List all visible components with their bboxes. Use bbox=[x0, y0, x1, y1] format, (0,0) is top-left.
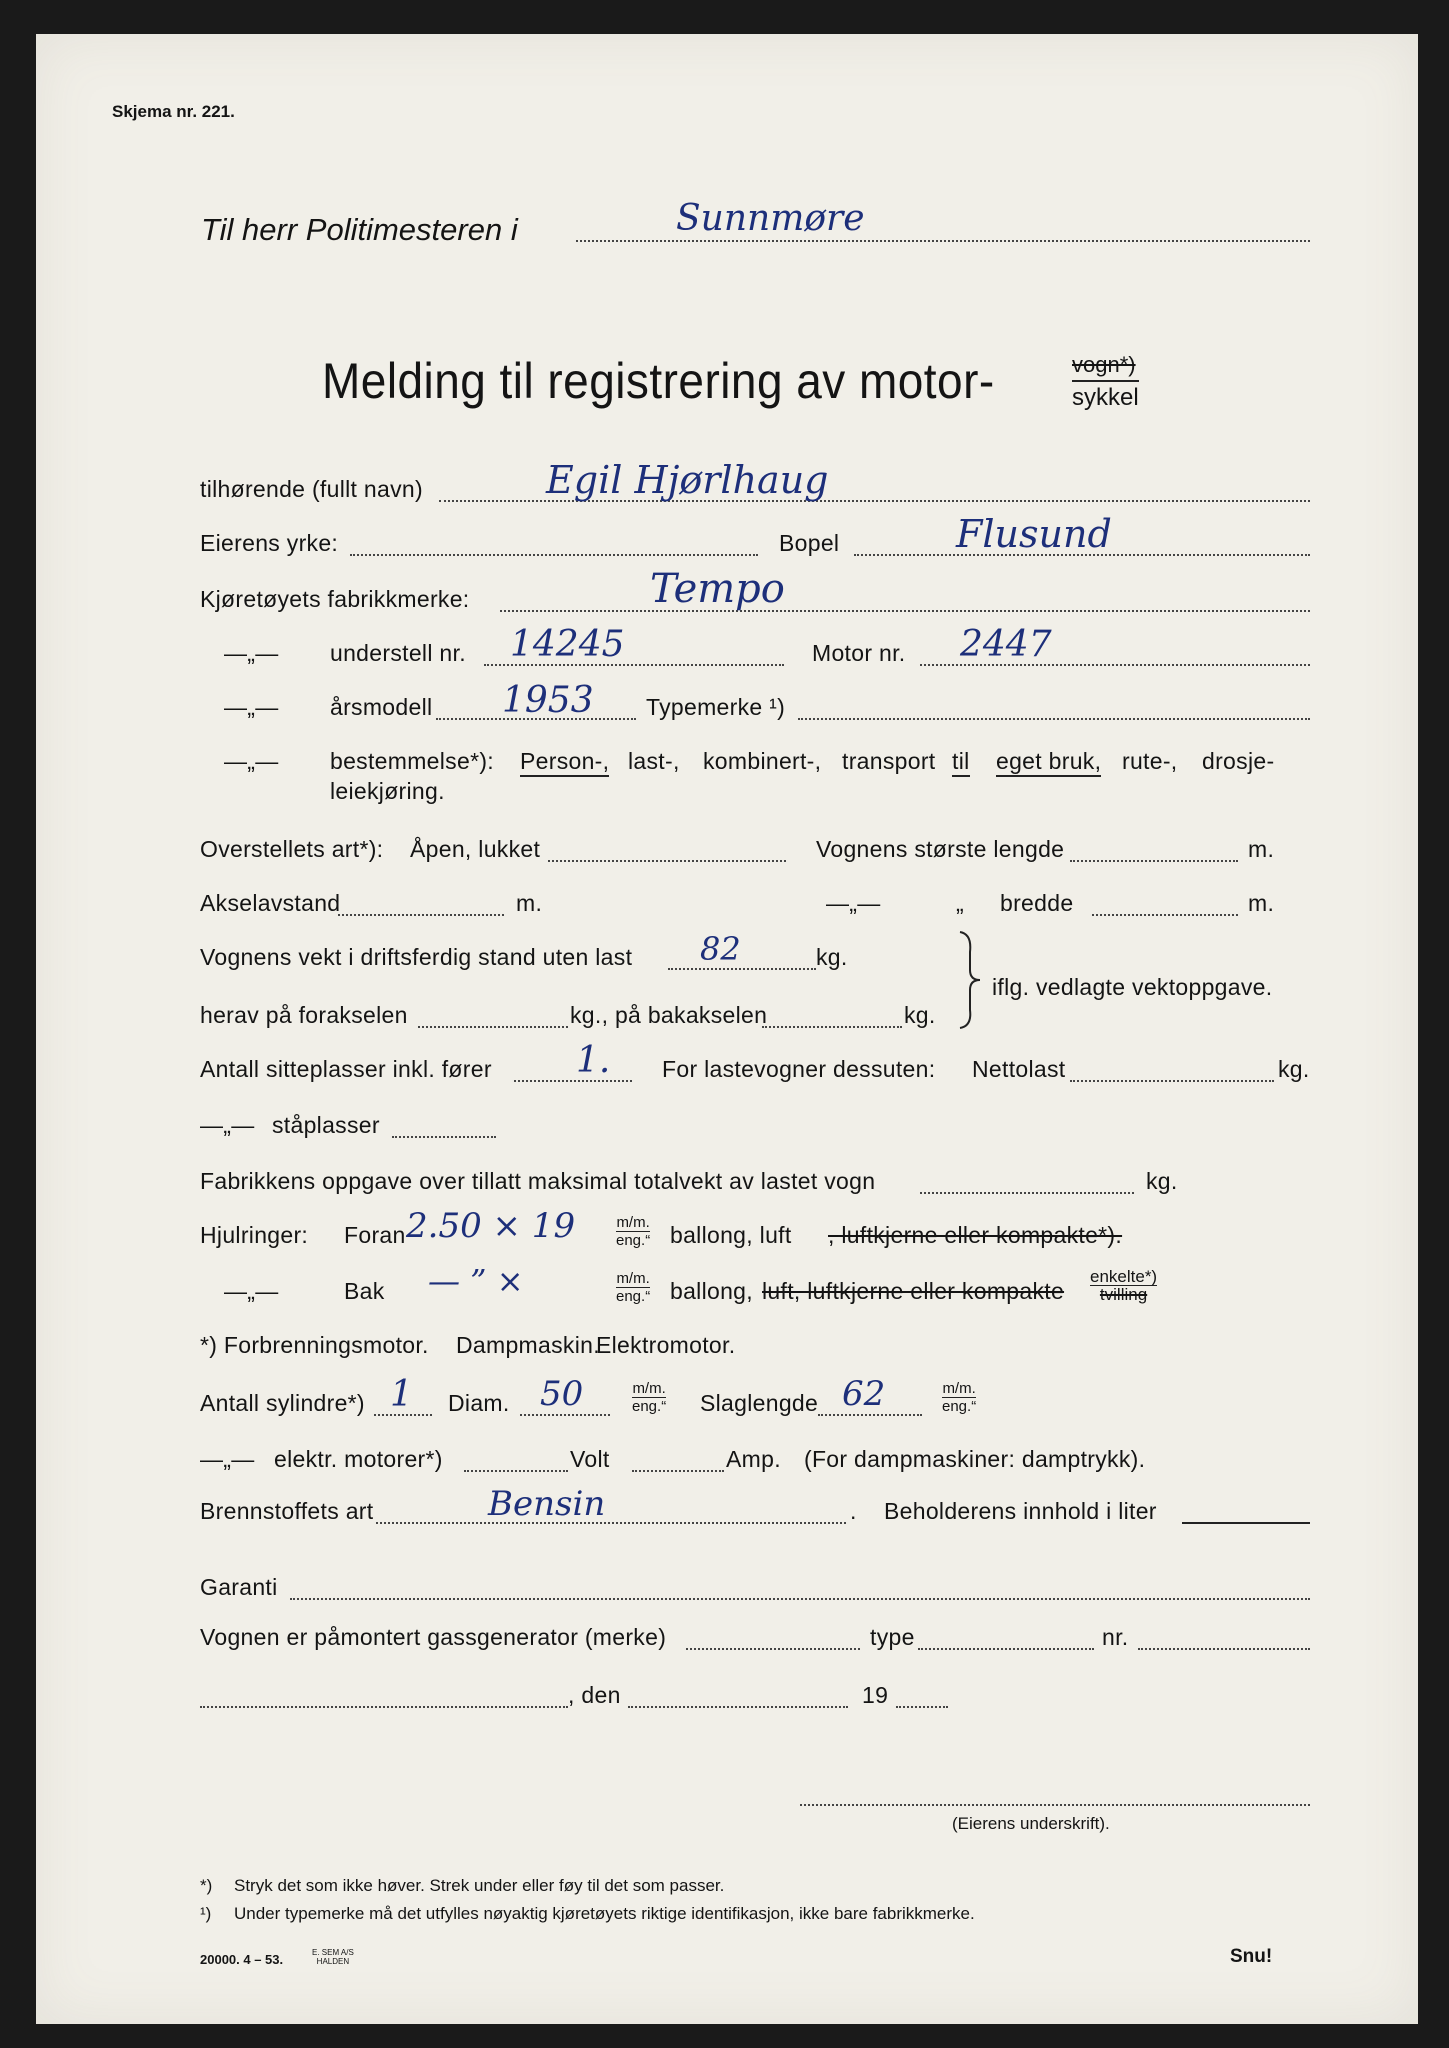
rear-axle-line[interactable] bbox=[762, 1026, 902, 1028]
printer-imprint: E. SEM A/S HALDEN bbox=[312, 1948, 354, 1966]
owner-name-label: tilhørende (fullt navn) bbox=[200, 476, 423, 502]
ditto-mark: —„— bbox=[224, 1278, 279, 1304]
engine-combustion: *) Forbrenningsmotor. bbox=[200, 1332, 429, 1358]
gas-type-line[interactable] bbox=[918, 1648, 1094, 1650]
turn-over-note: Snu! bbox=[1230, 1946, 1273, 1967]
tires-label: Hjulringer: bbox=[200, 1222, 309, 1248]
diameter-value: 50 bbox=[540, 1374, 584, 1414]
purpose-route: rute-, bbox=[1122, 748, 1178, 774]
fuel-value: Bensin bbox=[488, 1484, 606, 1524]
tank-label: Beholderens innhold i liter bbox=[884, 1498, 1157, 1524]
purpose-label: bestemmelse*): bbox=[330, 748, 494, 774]
year-suffix-line[interactable] bbox=[896, 1706, 948, 1708]
seats-line[interactable] bbox=[514, 1080, 632, 1082]
weight-label: Vognens vekt i driftsferdig stand uten last bbox=[200, 944, 633, 970]
axle-line[interactable] bbox=[338, 914, 504, 916]
date-label: , den bbox=[568, 1682, 621, 1708]
engine-steam: Dampmaskin. bbox=[456, 1332, 600, 1358]
signature-caption: (Eierens underskrift). bbox=[952, 1814, 1110, 1833]
ditto-mark: —„— bbox=[200, 1112, 255, 1138]
fuel-label: Brennstoffets art bbox=[200, 1498, 374, 1524]
fuel-period: . bbox=[850, 1498, 857, 1524]
address-value: Sunnmøre bbox=[676, 198, 865, 239]
purpose-own-use: eget bruk, bbox=[996, 748, 1101, 777]
max-weight-label: Fabrikkens oppgave over tillatt maksimal totalvekt av lastet vogn bbox=[200, 1168, 876, 1194]
tires-front-value: 2.50 × 19 bbox=[406, 1206, 576, 1246]
residence-value: Flusund bbox=[956, 512, 1112, 556]
body-options: Åpen, lukket bbox=[410, 836, 541, 862]
occupation-label: Eierens yrke: bbox=[200, 530, 339, 556]
max-weight-unit: kg. bbox=[1146, 1168, 1178, 1194]
net-load-label: Nettolast bbox=[972, 1056, 1066, 1082]
volt-line[interactable] bbox=[464, 1470, 568, 1472]
tires-rear-struck: luft, luftkjerne eller kompakte bbox=[762, 1278, 1065, 1304]
place-line[interactable] bbox=[200, 1706, 568, 1708]
front-axle-label: herav på forakselen bbox=[200, 1002, 408, 1028]
engine-electric: Elektromotor. bbox=[596, 1332, 736, 1358]
seats-value: 1. bbox=[576, 1040, 611, 1081]
ditto-mark: —„— bbox=[826, 890, 881, 916]
weight-unit: kg. bbox=[816, 944, 848, 970]
stroke-line[interactable] bbox=[818, 1414, 922, 1416]
amp-label: Amp. bbox=[726, 1446, 781, 1472]
residence-label: Bopel bbox=[779, 530, 840, 556]
make-value: Tempo bbox=[650, 566, 785, 612]
form-title: Melding til registrering av motor- bbox=[322, 353, 995, 409]
diameter-label: Diam. bbox=[448, 1390, 510, 1416]
standing-line[interactable] bbox=[392, 1136, 496, 1138]
gas-type-label: type bbox=[870, 1624, 915, 1650]
tires-rear-value: — ” × bbox=[428, 1262, 524, 1300]
tires-rear-option: enkelte*) tvilling bbox=[1090, 1267, 1158, 1304]
weight-value: 82 bbox=[700, 930, 741, 968]
tires-rear-kept: ballong, bbox=[670, 1278, 753, 1304]
address-line[interactable] bbox=[576, 240, 1310, 242]
tires-front-kept: ballong, luft bbox=[670, 1222, 792, 1248]
chassis-label: understell nr. bbox=[330, 640, 466, 666]
tires-front-label: Foran bbox=[344, 1222, 406, 1248]
ditto-mark: —„— bbox=[200, 1446, 255, 1472]
body-line[interactable] bbox=[548, 860, 786, 862]
purpose-combined: kombinert-, bbox=[703, 748, 822, 774]
rear-axle-unit: kg. bbox=[904, 1002, 936, 1028]
tank-line[interactable] bbox=[1182, 1522, 1310, 1524]
ditto-mark: —„— bbox=[224, 748, 279, 774]
warranty-line[interactable] bbox=[290, 1598, 1310, 1600]
motor-label: Motor nr. bbox=[812, 640, 906, 666]
purpose-cargo: last-, bbox=[628, 748, 680, 774]
axle-label: Akselavstand bbox=[200, 890, 341, 916]
title-option-struck: vogn*) bbox=[1072, 352, 1136, 377]
warranty-label: Garanti bbox=[200, 1574, 278, 1600]
ditto-mark: —„— bbox=[224, 640, 279, 666]
width-unit: m. bbox=[1248, 890, 1275, 916]
purpose-transport: transport bbox=[842, 748, 936, 774]
gas-generator-label: Vognen er påmontert gassgenerator (merke) bbox=[200, 1624, 667, 1650]
footnote-1-mark: *) bbox=[200, 1876, 213, 1895]
make-line[interactable] bbox=[500, 610, 1310, 612]
width-label: bredde bbox=[1000, 890, 1074, 916]
amp-line[interactable] bbox=[632, 1470, 724, 1472]
front-axle-line[interactable] bbox=[418, 1026, 568, 1028]
front-axle-unit: kg., på bakakselen bbox=[570, 1002, 768, 1028]
year-prefix: 19 bbox=[862, 1682, 889, 1708]
purpose-taxi: drosje- bbox=[1202, 748, 1275, 774]
year-value: 1953 bbox=[502, 680, 594, 721]
weight-note: iflg. vedlagte vektoppgave. bbox=[992, 974, 1273, 1000]
cylinders-label: Antall sylindre*) bbox=[200, 1390, 365, 1416]
cylinders-value: 1 bbox=[390, 1374, 413, 1415]
length-label: Vognens største lengde bbox=[816, 836, 1065, 862]
diameter-unit: m/m. eng.“ bbox=[632, 1380, 667, 1415]
gas-nr-line[interactable] bbox=[1138, 1648, 1310, 1650]
electric-label: elektr. motorer*) bbox=[274, 1446, 443, 1472]
fuel-line[interactable] bbox=[376, 1522, 846, 1524]
year-label: årsmodell bbox=[330, 694, 433, 720]
width-quote: „ bbox=[956, 890, 964, 916]
footnote-1: Stryk det som ikke høver. Strek under eller føy til det som passer. bbox=[234, 1876, 725, 1895]
purpose-person: Person-, bbox=[520, 748, 609, 777]
print-run: 20000. 4 – 53. bbox=[200, 1952, 284, 1967]
form-sheet bbox=[36, 34, 1418, 2024]
footnote-2-mark: ¹) bbox=[200, 1904, 212, 1923]
tires-rear-unit: m/m. eng.“ bbox=[616, 1270, 651, 1305]
width-line[interactable] bbox=[1092, 914, 1238, 916]
occupation-line[interactable] bbox=[350, 554, 758, 556]
axle-unit: m. bbox=[516, 890, 543, 916]
volt-label: Volt bbox=[570, 1446, 610, 1472]
chassis-value: 14245 bbox=[510, 624, 625, 665]
date-line[interactable] bbox=[628, 1706, 848, 1708]
cargo-label: For lastevogner dessuten: bbox=[662, 1056, 936, 1082]
form-number: Skjema nr. 221. bbox=[112, 102, 235, 121]
body-label: Overstellets art*): bbox=[200, 836, 384, 862]
net-load-unit: kg. bbox=[1278, 1056, 1310, 1082]
diameter-line[interactable] bbox=[520, 1414, 610, 1416]
stroke-unit: m/m. eng.“ bbox=[942, 1380, 977, 1415]
title-option-kept: sykkel bbox=[1072, 380, 1139, 412]
tires-front-unit: m/m. eng.“ bbox=[616, 1214, 651, 1249]
stroke-value: 62 bbox=[842, 1374, 886, 1414]
ditto-mark: —„— bbox=[224, 694, 279, 720]
tires-front-struck: , luftkjerne eller kompakte*). bbox=[828, 1222, 1123, 1248]
length-line[interactable] bbox=[1070, 860, 1238, 862]
make-label: Kjøretøyets fabrikkmerke: bbox=[200, 586, 470, 612]
max-weight-line[interactable] bbox=[920, 1192, 1134, 1194]
length-unit: m. bbox=[1248, 836, 1275, 862]
stroke-label: Slaglengde bbox=[700, 1390, 819, 1416]
purpose-line2: leiekjøring. bbox=[330, 778, 445, 804]
seats-label: Antall sitteplasser inkl. fører bbox=[200, 1056, 492, 1082]
tires-rear-label: Bak bbox=[344, 1278, 385, 1304]
standing-label: ståplasser bbox=[272, 1112, 380, 1138]
gas-nr-label: nr. bbox=[1102, 1624, 1129, 1650]
brace-icon bbox=[956, 930, 986, 1030]
signature-line[interactable] bbox=[800, 1804, 1310, 1806]
steam-note: (For dampmaskiner: damptrykk). bbox=[804, 1446, 1146, 1472]
purpose-til: til bbox=[952, 748, 970, 777]
footnote-2: Under typemerke må det utfylles nøyaktig kjøretøyets riktige identifikasjon, ikke bare fabrikkmerke. bbox=[234, 1904, 975, 1923]
gas-generator-line[interactable] bbox=[686, 1648, 860, 1650]
net-load-line[interactable] bbox=[1070, 1080, 1274, 1082]
address-label: Til herr Politimesteren i bbox=[201, 212, 518, 247]
motor-value: 2447 bbox=[960, 624, 1052, 665]
weight-line[interactable] bbox=[668, 968, 816, 970]
type-label: Typemerke ¹) bbox=[646, 694, 786, 720]
owner-name-value: Egil Hjørlhaug bbox=[546, 458, 829, 502]
type-line[interactable] bbox=[798, 718, 1310, 720]
